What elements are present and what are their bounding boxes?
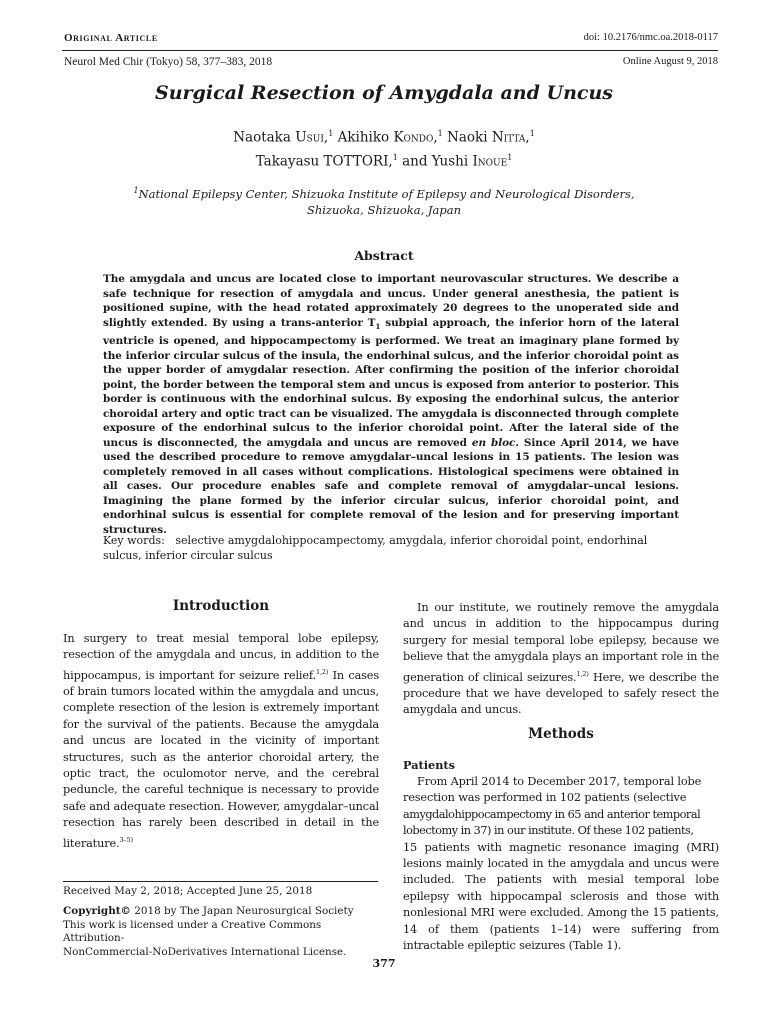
received-dates: Received May 2, 2018; Accepted June 25, 2018	[63, 885, 313, 897]
keywords	[103, 533, 683, 563]
methods-heading: Methods	[528, 726, 594, 742]
copyright-notice: Copyright© 2018 by The Japan Neurosurgical Society This work is licensed under a Creative Commons Attribution- NonCommercial-NoDerivatives International License.	[63, 905, 354, 958]
introduction-heading: Introduction	[172, 598, 270, 614]
abstract-heading: Abstract	[354, 248, 414, 263]
patients-subheading: Patients	[403, 758, 455, 772]
introduction-paragraph-2: In our institute, we routinely remove the amygdala and uncus in addition to the hippocampus during surgery for mesial temporal lobe epilepsy, because we believe that the amygdala plays an important role in the generation of clinical seizures.$^{1,2)}$ Here, we describe the procedure that we have developed to safely resect the amygdala and uncus.	[403, 601, 719, 717]
keywords-label: Key words:	[103, 534, 165, 547]
header-divider	[62, 50, 718, 51]
doi-text[interactable]: doi: 10.2176/nmc.oa.2018-0117	[583, 32, 718, 43]
author-affiliation: $^1$National Epilepsy Center, Shizuoka Institute of Epilepsy and Neurological Disorders, Shizuoka, Shizuoka, Japan	[133, 186, 635, 217]
article-type-label: Original Article	[64, 32, 158, 44]
introduction-paragraph-1: In surgery to treat mesial temporal lobe epilepsy, resection of the amygdala and uncus, in addition to the hippocampus, is important for seizure relief.$^{1,2)}$ In cases of brain tumors located within the amygdala and uncus, complete resection of the lesion is extremely important for the survival of the patients. Because the amygdala and uncus are located in the vicinity of important structures, such as the anterior choroidal artery, the optic tract, the oculomotor nerve, and the cerebral peduncle, the careful technique is necessary to provide safe and adequate resection. However, amygdalar–uncal resection has rarely been described in detail in the literature.$^{3-5)}$	[63, 632, 379, 850]
journal-citation: Neurol Med Chir (Tokyo) 58, 377–383, 2018	[64, 56, 273, 68]
author-list: Naotaka Usui,$^1$ Akihiko Kondo,$^1$ Naoki Nitta,$^1$ Takayasu TOTTORI,$^1$ and Yushi Inoue$^1$	[233, 129, 535, 169]
keywords-text: selective amygdalohippocampectomy, amygdala, inferior choroidal point, endorhinal sulcus, inferior circular sulcus	[103, 534, 648, 562]
online-date: Online August 9, 2018	[622, 56, 718, 67]
article-title: Surgical Resection of Amygdala and Uncus	[155, 82, 613, 104]
footnote-divider	[63, 881, 378, 882]
abstract-body: The amygdala and uncus are located close to important neurovascular structures. We describe a safe technique for resection of amygdala and uncus. Under general anesthesia, the patient is positioned supine, with the head rotated approximately 20 degrees to the unoperated side and slightly extended. By using a trans-anterior $T_1$ subpial approach, the inferior horn of the lateral ventricle is opened, and hippocampectomy is performed. We treat an imaginary plane formed by the inferior circular sulcus of the insula, the endorhinal sulcus, and the inferior choroidal point as the upper border of amygdalar resection. After confirming the position of the inferior choroidal point, the border between the temporal stem and uncus is exposed from anterior to posterior. This border is continuous with the endorhinal sulcus. By exposing the endorhinal sulcus, the anterior choroidal artery and optic tract can be visualized. The amygdala is disconnected through complete exposure of the endorhinal sulcus to the inferior choroidal point. After the lateral side of the uncus is disconnected, the amygdala and uncus are removed en bloc. Since April 2014, we have used the described procedure to remove amygdalar–uncal lesions in 15 patients. The lesion was completely removed in all cases without complications. Histological specimens were obtained in all cases. Our procedure enables safe and complete removal of amygdalar–uncal lesions. Imagining the plane formed by the inferior circular sulcus, inferior choroidal point, and endorhinal sulcus is essential for complete removal of the lesion and for preserving important structures.	[103, 273, 680, 536]
methods-paragraph-1: From April 2014 to December 2017, temporal lobe resection was performed in 102 patients (selective amygdalohippocampectomy in 65 and anterior temporal lobectomy in 37) in our institute. Of these 102 patients, 15 patients with magnetic resonance imaging (MRI) lesions mainly located in the amygdala and uncus were included. The patients with mesial temporal lobe epilepsy with hippocampal sclerosis and those with nonlesional MRI were excluded. Among the 15 patients, 14 of them (patients 1–14) were suffering from intractable epileptic seizures (Table 1).	[403, 775, 719, 953]
page-number: 377	[372, 957, 396, 970]
